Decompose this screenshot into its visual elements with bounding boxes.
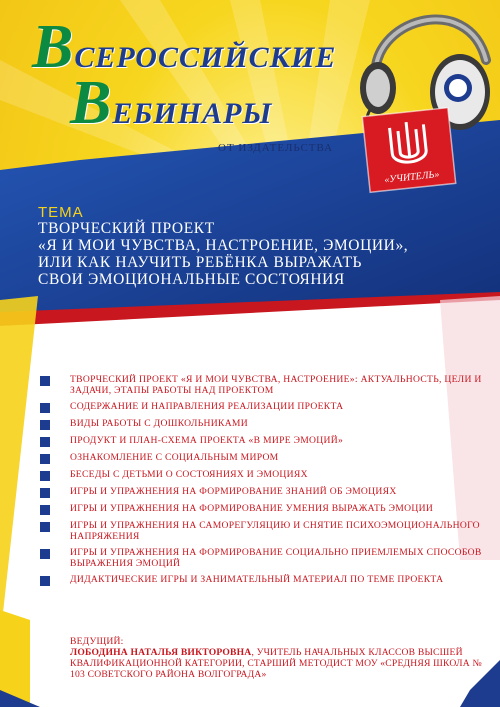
topic-text: ВИДЫ РАБОТЫ С ДОШКОЛЬНИКАМИ bbox=[70, 418, 248, 429]
list-item bbox=[40, 574, 490, 586]
topic-text: ИГРЫ И УПРАЖНЕНИЯ НА САМОРЕГУЛЯЦИЮ И СНЯТИЕ ПСИХОЭМОЦИОНАЛЬНОГО НАПРЯЖЕНИЯ bbox=[70, 520, 480, 542]
theme-title-line: СВОИ ЭМОЦИОНАЛЬНЫЕ СОСТОЯНИЯ bbox=[38, 271, 345, 288]
topics-list bbox=[40, 374, 490, 591]
topic-text: ИГРЫ И УПРАЖНЕНИЯ НА ФОРМИРОВАНИЕ СОЦИАЛЬНО ПРИЕМЛЕМЫХ СПОСОБОВ ВЫРАЖЕНИЯ ЭМОЦИЙ bbox=[70, 547, 482, 569]
list-item bbox=[40, 469, 490, 481]
list-item bbox=[40, 374, 490, 396]
theme-label: ТЕМА bbox=[38, 204, 84, 221]
square-bullet-icon bbox=[40, 437, 50, 447]
theme-title bbox=[38, 220, 478, 288]
logo-initial-1: В bbox=[32, 13, 75, 81]
theme-title-line: ИЛИ КАК НАУЧИТЬ РЕБЁНКА ВЫРАЖАТЬ bbox=[38, 254, 363, 271]
uchitel-logo-text: «УЧИТЕЛЬ» bbox=[383, 168, 440, 186]
presenter-details: , УЧИТЕЛЬ НАЧАЛЬНЫХ КЛАССОВ ВЫСШЕЙ КВАЛИФИКАЦИОННОЙ КАТЕГОРИИ, СТАРШИЙ МЕТОДИСТ МОУ «СРЕДНЯЯ ШКОЛА № 103 СОВЕТСКОГО РАЙОНА ВОЛГОГРАДА» bbox=[70, 647, 482, 680]
square-bullet-icon bbox=[40, 454, 50, 464]
topic-text: ПРОДУКТ И ПЛАН-СХЕМА ПРОЕКТА «В МИРЕ ЭМОЦИЙ» bbox=[70, 435, 344, 446]
topic-text: ДИДАКТИЧЕСКИЕ ИГРЫ И ЗАНИМАТЕЛЬНЫЙ МАТЕРИАЛ ПО ТЕМЕ ПРОЕКТА bbox=[70, 574, 444, 585]
list-item bbox=[40, 486, 490, 498]
presenter-label: ВЕДУЩИЙ: bbox=[70, 636, 124, 647]
topic-text: ТВОРЧЕСКИЙ ПРОЕКТ «Я И МОИ ЧУВСТВА, НАСТРОЕНИЕ»: АКТУАЛЬНОСТЬ, ЦЕЛИ И ЗАДАЧИ, ЭТАПЫ РАБОТЫ НАД ПРОЕКТОМ bbox=[70, 374, 482, 396]
square-bullet-icon bbox=[40, 549, 50, 559]
logo-word-2: ЕБИНАРЫ bbox=[112, 97, 273, 130]
presenter-block bbox=[70, 636, 490, 680]
publisher-caption: ОТ ИЗДАТЕЛЬСТВА bbox=[218, 142, 334, 154]
square-bullet-icon bbox=[40, 471, 50, 481]
topic-text: БЕСЕДЫ С ДЕТЬМИ О СОСТОЯНИЯХ И ЭМОЦИЯХ bbox=[70, 469, 308, 480]
square-bullet-icon bbox=[40, 505, 50, 515]
logo-initial-2: В bbox=[70, 69, 113, 137]
square-bullet-icon bbox=[40, 522, 50, 532]
presenter-info bbox=[70, 647, 490, 680]
list-item bbox=[40, 435, 490, 447]
theme-title-line: ТВОРЧЕСКИЙ ПРОЕКТ bbox=[38, 220, 215, 237]
square-bullet-icon bbox=[40, 420, 50, 430]
list-item bbox=[40, 452, 490, 464]
square-bullet-icon bbox=[40, 576, 50, 586]
logo-line-2 bbox=[70, 69, 273, 137]
list-item bbox=[40, 401, 490, 413]
presenter-name: ЛОБОДИНА НАТАЛЬЯ ВИКТОРОВНА bbox=[70, 647, 252, 658]
square-bullet-icon bbox=[40, 403, 50, 413]
topic-text: ОЗНАКОМЛЕНИЕ С СОЦИАЛЬНЫМ МИРОМ bbox=[70, 452, 279, 463]
topic-text: СОДЕРЖАНИЕ И НАПРАВЛЕНИЯ РЕАЛИЗАЦИИ ПРОЕКТА bbox=[70, 401, 344, 412]
square-bullet-icon bbox=[40, 376, 50, 386]
list-item bbox=[40, 547, 490, 569]
topic-text: ИГРЫ И УПРАЖНЕНИЯ НА ФОРМИРОВАНИЕ ЗНАНИЙ ОБ ЭМОЦИЯХ bbox=[70, 486, 397, 497]
list-item bbox=[40, 520, 490, 542]
uchitel-logo-icon bbox=[358, 103, 460, 196]
list-item bbox=[40, 418, 490, 430]
square-bullet-icon bbox=[40, 488, 50, 498]
theme-title-line: «Я И МОИ ЧУВСТВА, НАСТРОЕНИЕ, ЭМОЦИИ», bbox=[38, 237, 409, 254]
logo-word-1: СЕРОССИЙСКИЕ bbox=[74, 41, 337, 74]
topic-text: ИГРЫ И УПРАЖНЕНИЯ НА ФОРМИРОВАНИЕ УМЕНИЯ ВЫРАЖАТЬ ЭМОЦИИ bbox=[70, 503, 434, 514]
list-item bbox=[40, 503, 490, 515]
